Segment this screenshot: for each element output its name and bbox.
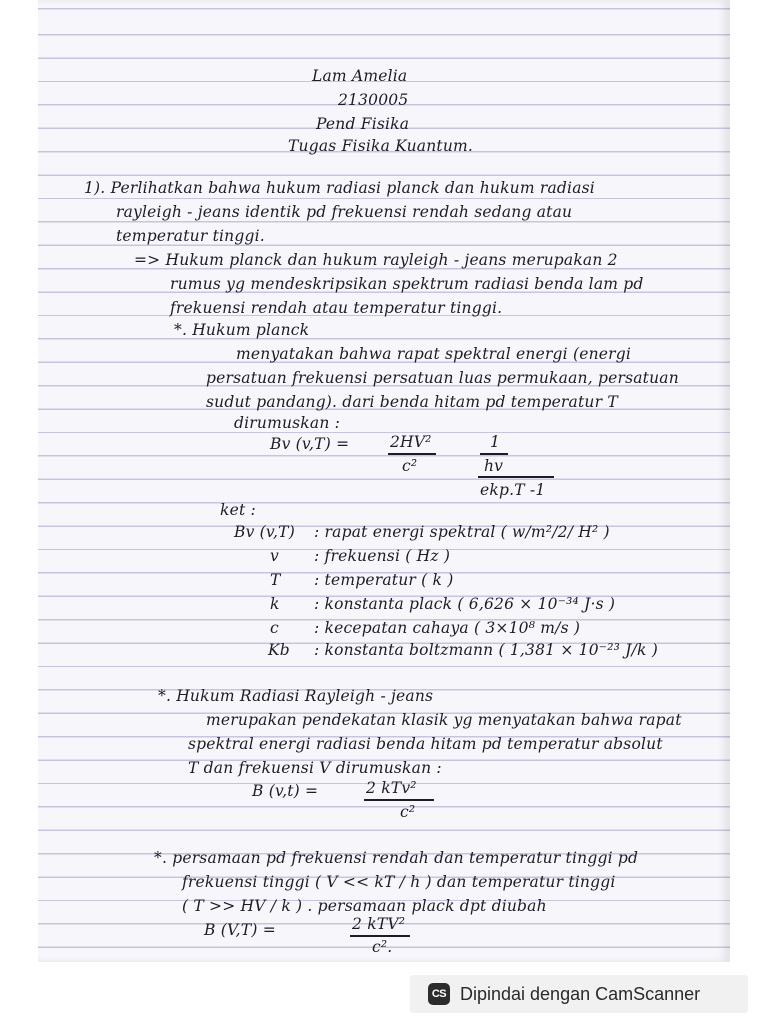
rayleigh-line-2: spektral energi radiasi benda hitam pd temperatur absolut [188, 735, 663, 753]
planck-formula-denominator: c² [402, 457, 418, 475]
planck-line-3: sudut pandang). dari benda hitam pd temperatur T [206, 393, 618, 411]
ket-description: : frekuensi ( Hz ) [314, 547, 451, 565]
planck-fraction-bar-2 [480, 453, 508, 455]
ket-title: ket : [220, 501, 256, 519]
ket-description: : konstanta plack ( 6,626 × 10⁻³⁴ J·s ) [314, 595, 616, 613]
planck-line-4: dirumuskan : [234, 414, 341, 432]
answer-line-2: rumus yg mendeskripsikan spektrum radiasi benda lam pd [170, 275, 644, 293]
planck-fraction-bar-3 [478, 476, 554, 478]
question-line-1: 1). Perlihatkan bahwa hukum radiasi planck dan hukum radiasi [84, 179, 595, 197]
answer-line-3: frekuensi rendah atau temperatur tinggi. [170, 299, 503, 317]
planck-formula-lhs: Bv (v,T) = [270, 435, 350, 453]
ket-symbol: c [270, 619, 279, 637]
planck-line-2: persatuan frekuensi persatuan luas permukaan, persatuan [206, 369, 679, 387]
planck-heading: *. Hukum planck [174, 321, 310, 339]
planck-subfraction-numerator: 1 [490, 433, 501, 451]
conclusion-line-1: *. persamaan pd frekuensi rendah dan temperatur tinggi pd [154, 849, 639, 867]
conclusion-line-2: frekuensi tinggi ( V << kT / h ) dan temperatur tinggi [182, 873, 616, 891]
ket-symbol: T [270, 571, 281, 589]
planck-line-1: menyatakan bahwa rapat spektral energi (energi [236, 345, 632, 363]
rayleigh-fraction-bar [364, 799, 434, 801]
camscanner-watermark [410, 975, 748, 1013]
planck-fraction-bar-1 [388, 453, 436, 455]
conclusion-formula-denominator: c². [372, 938, 393, 956]
ket-symbol: k [270, 595, 280, 613]
rayleigh-formula-numerator: 2 kTv² [366, 779, 417, 797]
answer-line-1: => Hukum planck dan hukum rayleigh - jeans merupakan 2 [134, 251, 618, 269]
ket-description: : konstanta boltzmann ( 1,381 × 10⁻²³ J/k ) [314, 641, 658, 659]
ket-description: : kecepatan cahaya ( 3×10⁸ m/s ) [314, 619, 581, 637]
question-line-3: temperatur tinggi. [116, 227, 265, 245]
ket-symbol: Bv (v,T) [234, 523, 295, 541]
planck-formula-numerator: 2HV² [390, 433, 432, 451]
ket-symbol: Kb [268, 641, 290, 659]
notebook-page [38, 0, 730, 962]
camscanner-label: Dipindai dengan CamScanner [460, 983, 701, 1004]
rayleigh-heading: *. Hukum Radiasi Rayleigh - jeans [158, 687, 434, 705]
conclusion-formula-numerator: 2 kTV² [352, 915, 406, 933]
planck-subfraction-denominator: ekp.T -1 [480, 481, 546, 499]
ket-symbol: v [270, 547, 279, 565]
rayleigh-formula-denominator: c² [400, 803, 416, 821]
planck-subfraction-middle: hv [484, 457, 504, 475]
rayleigh-formula-lhs: B (v,t) = [252, 782, 319, 800]
question-line-2: rayleigh - jeans identik pd frekuensi rendah sedang atau [116, 203, 573, 221]
assignment-title: Tugas Fisika Kuantum. [288, 137, 474, 155]
student-id: 2130005 [338, 91, 409, 109]
rayleigh-line-3: T dan frekuensi V dirumuskan : [188, 759, 442, 777]
student-name: Lam Amelia [312, 67, 408, 85]
ket-description: : temperatur ( k ) [314, 571, 454, 589]
ket-description: : rapat energi spektral ( w/m²/2/ H² ) [314, 523, 610, 541]
camscanner-icon: CS [428, 983, 450, 1005]
conclusion-line-3: ( T >> HV / k ) . persamaan plack dpt diubah [182, 897, 547, 915]
study-program: Pend Fisika [316, 115, 410, 133]
conclusion-formula-lhs: B (V,T) = [204, 921, 276, 939]
rayleigh-line-1: merupakan pendekatan klasik yg menyatakan bahwa rapat [206, 711, 682, 729]
